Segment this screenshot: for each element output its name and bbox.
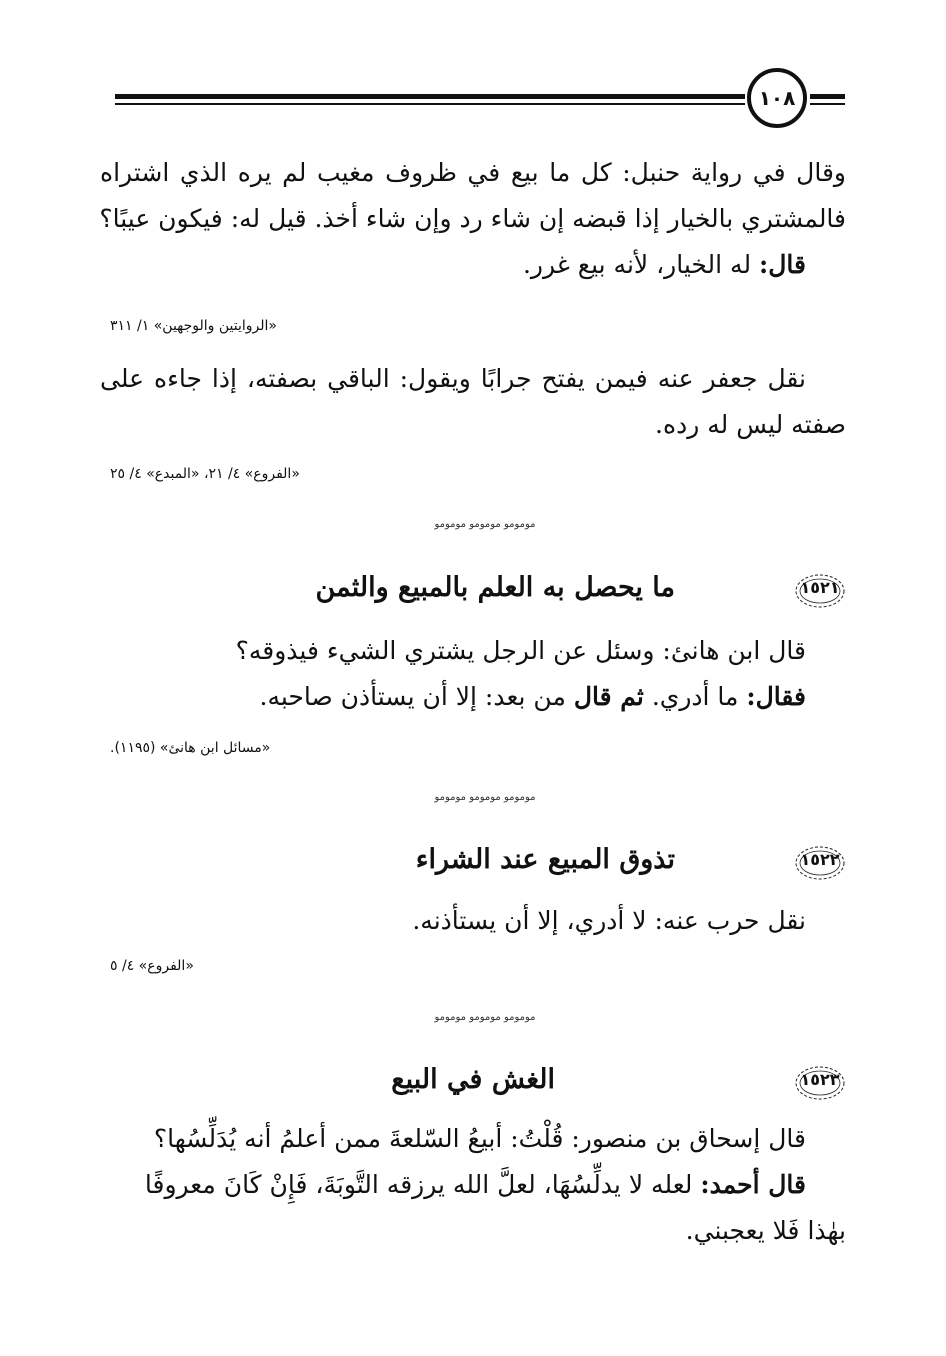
issue-title: ما يحصل به العلم بالمبيع والثمن [315,572,675,603]
text-line: فالمشتري بالخيار إذا قبضه إن شاء رد وإن شاء أخذ. قيل له: فيكون عيبًا؟ [99,204,846,233]
text-line: وقال في رواية حنبل: كل ما بيع في ظروف مغيب لم يره الذي اشتراه [100,158,846,187]
issue-title: تذوق المبيع عند الشراء [415,844,675,875]
answer-lead: قال أحمد: [700,1170,806,1199]
ornament-divider: ﻣﻮﻣﻮﻣﻮ ﻣﻮﻣﻮﻣﻮ ﻣﻮﻣﻮﻣﻮ [434,792,536,803]
issue-number: ١٥٢١ [800,578,840,597]
answer-line [100,250,846,296]
issue-heading-1521 [100,572,850,616]
paragraph-jafar [100,364,846,456]
answer-text: لعله لا يدلِّسُهَا، لعلَّ الله يرزقه التَّوبَةَ، فَإِنْ كَانَ معروفًا [144,1170,693,1199]
page-number: ١٠٨ [747,68,807,128]
answer-text: له الخيار، لأنه بيع غرر. [522,250,752,279]
issue-number-badge [794,572,846,610]
page-header [115,66,845,132]
header-rule [810,103,845,105]
answer-lead: ثم قال [573,682,644,711]
text-line: قال ابن هانئ: وسئل عن الرجل يشتري الشيء فيذوقه؟ [235,636,806,665]
paragraph-1523 [100,1124,846,1262]
issue-number-badge [794,1064,846,1102]
issue-title: الغش في البيع [391,1064,555,1095]
text-line: نقل حرب عنه: لا أدري، إلا أن يستأذنه. [412,906,806,935]
answer-lead: فقال: [746,682,806,711]
issue-heading-1522 [100,844,850,888]
issue-heading-1523 [100,1064,850,1108]
source-citation: «مسائل ابن هانئ» (١١٩٥). [110,740,271,756]
header-rule [115,103,745,105]
paragraph-1522 [100,906,846,952]
text-line: صفته ليس له رده. [655,410,846,439]
source-citation: «الفروع» ٤/ ٥ [110,958,194,974]
source-citation: «الروايتين والوجهين» ١/ ٣١١ [110,318,277,334]
ornament-divider: ﻣﻮﻣﻮﻣﻮ ﻣﻮﻣﻮﻣﻮ ﻣﻮﻣﻮﻣﻮ [434,1012,536,1023]
answer-text: ما أدري. [651,682,739,711]
paragraph-1521 [100,636,846,728]
answer-line [100,1170,846,1216]
header-rule [810,94,845,99]
paragraph-hanbal [100,158,846,296]
issue-number: ١٥٢٢ [800,850,840,869]
text-line: بهٰذا فَلا يعجبني. [685,1216,846,1245]
header-rule [115,94,745,99]
answer-lead: قال: [759,250,806,279]
issue-number-badge [794,844,846,882]
text-line: قال إسحاق بن منصور: قُلْتُ: أبيعُ السّلعةَ ممن أعلمُ أنه يُدَلِّسُها؟ [153,1124,806,1153]
source-citation: «الفروع» ٤/ ٢١، «المبدع» ٤/ ٢٥ [110,466,300,482]
text-line: نقل جعفر عنه فيمن يفتح جرابًا ويقول: الباقي بصفته، إذا جاءه على [100,364,806,393]
answer-line [100,682,846,728]
ornament-divider: ﻣﻮﻣﻮﻣﻮ ﻣﻮﻣﻮﻣﻮ ﻣﻮﻣﻮﻣﻮ [434,519,536,530]
answer-text: من بعد: إلا أن يستأذن صاحبه. [259,682,566,711]
issue-number: ١٥٢٣ [800,1070,840,1089]
